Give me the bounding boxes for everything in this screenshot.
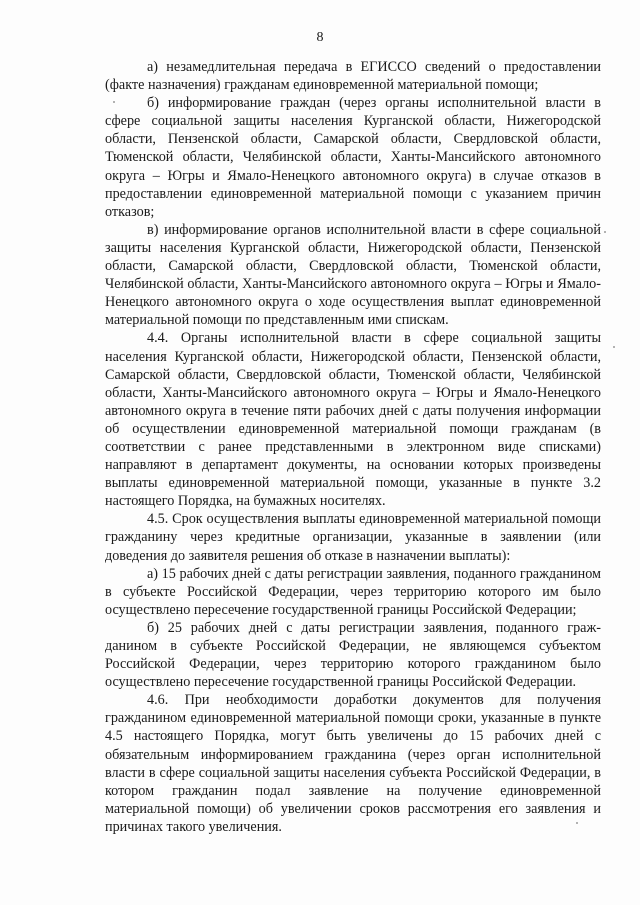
paragraph-4-5-b: б) 25 рабочих дней с даты регистрации заявления, поданного гражданином в субъекте Российской Федерации, не являющемся субъектом Российской Федерации, через территорию которого гражданином было осуществлено пересечение государственной границы Российской Федерации. xyxy=(105,619,601,691)
paragraph-4-5: 4.5. Срок осуществления выплаты единовременной материальной помощи гражданину через кредитные организации, указанные в заявлении (или доведения до заявителя решения об отказе в назначении выплаты): xyxy=(105,511,601,564)
paragraph-4-3-b: б) информирование граждан (через органы исполнительной власти в сфере социальной защиты населения Курганской области, Нижегородской области, Пензенской области, Самарской области, Свердловской области, Тюменской области, Челябинской области, Ханты-Мансийского автономного округа – Югры и Ямало-Ненецкого автономного округа) в случае отказов в предоставлении единовременной материальной помощи с указанием причин отказов; xyxy=(105,95,601,220)
paragraph-4-6: 4.6. При необходимости доработки документов для получения гражданином единовременной материальной помощи сроки, указанные в пункте 4.5 настоящего Порядка, могут быть увеличены до 15 рабочих дней с обязательным информированием гражданина (через орган исполнительной власти в сфере социальной защиты населения субъекта Российской Федерации, в котором гражданин подал заявление на получение единовременной материальной помощи) об увеличении сроков рассмотрения его заявления и причинах такого увеличения. xyxy=(105,692,601,835)
paragraph-4-3-v: в) информирование органов исполнительной власти в сфере социальной защиты населения Курганской области, Нижегородской области, Пензенской области, Самарской области, Свердловской области, Тюменской области, Челябинской области, Ханты-Мансийского автономного округа – Югры и Ямало-Ненецкого автономного округа о ходе осуществления выплат единовременной материальной помощи по представленным ими спискам. xyxy=(105,221,601,329)
scan-speck xyxy=(613,346,615,348)
paragraph-4-3-a: а) незамедлительная передача в ЕГИССО сведений о предоставлении (факте назначения) гражданам единовременной материальной помощи; xyxy=(105,59,601,94)
paragraph-4-4: 4.4. Органы исполнительной власти в сфере социальной защиты населения Курганской области, Нижегородской области, Пензенской области, Самарской области, Свердловской области, Тюменской области, Челябинской области, Ханты-Мансийского автономного округа – Югры и Ямало-Ненецкого автономного округа в течение пяти рабочих дней с даты получения информации об осуществлении единовременной материальной помощи гражданам (в соответствии с ранее представленными в электронном виде списками) направляют в департамент документы, на основании которых произведены выплаты единовременной материальной помощи, указанные в пункте 3.2 настоящего Порядка, на бумажных носителях. xyxy=(105,330,601,510)
scan-speck xyxy=(576,822,578,824)
page-number: 8 xyxy=(316,30,324,45)
scan-speck xyxy=(113,101,115,103)
scan-speck xyxy=(604,231,606,233)
document-body xyxy=(105,58,601,836)
paragraph-4-5-a: а) 15 рабочих дней с даты регистрации заявления, поданного гражданином в субъекте Российской Федерации, через территорию которого им было осуществлено пересечение государственной границы Российской Федерации; xyxy=(105,565,601,618)
